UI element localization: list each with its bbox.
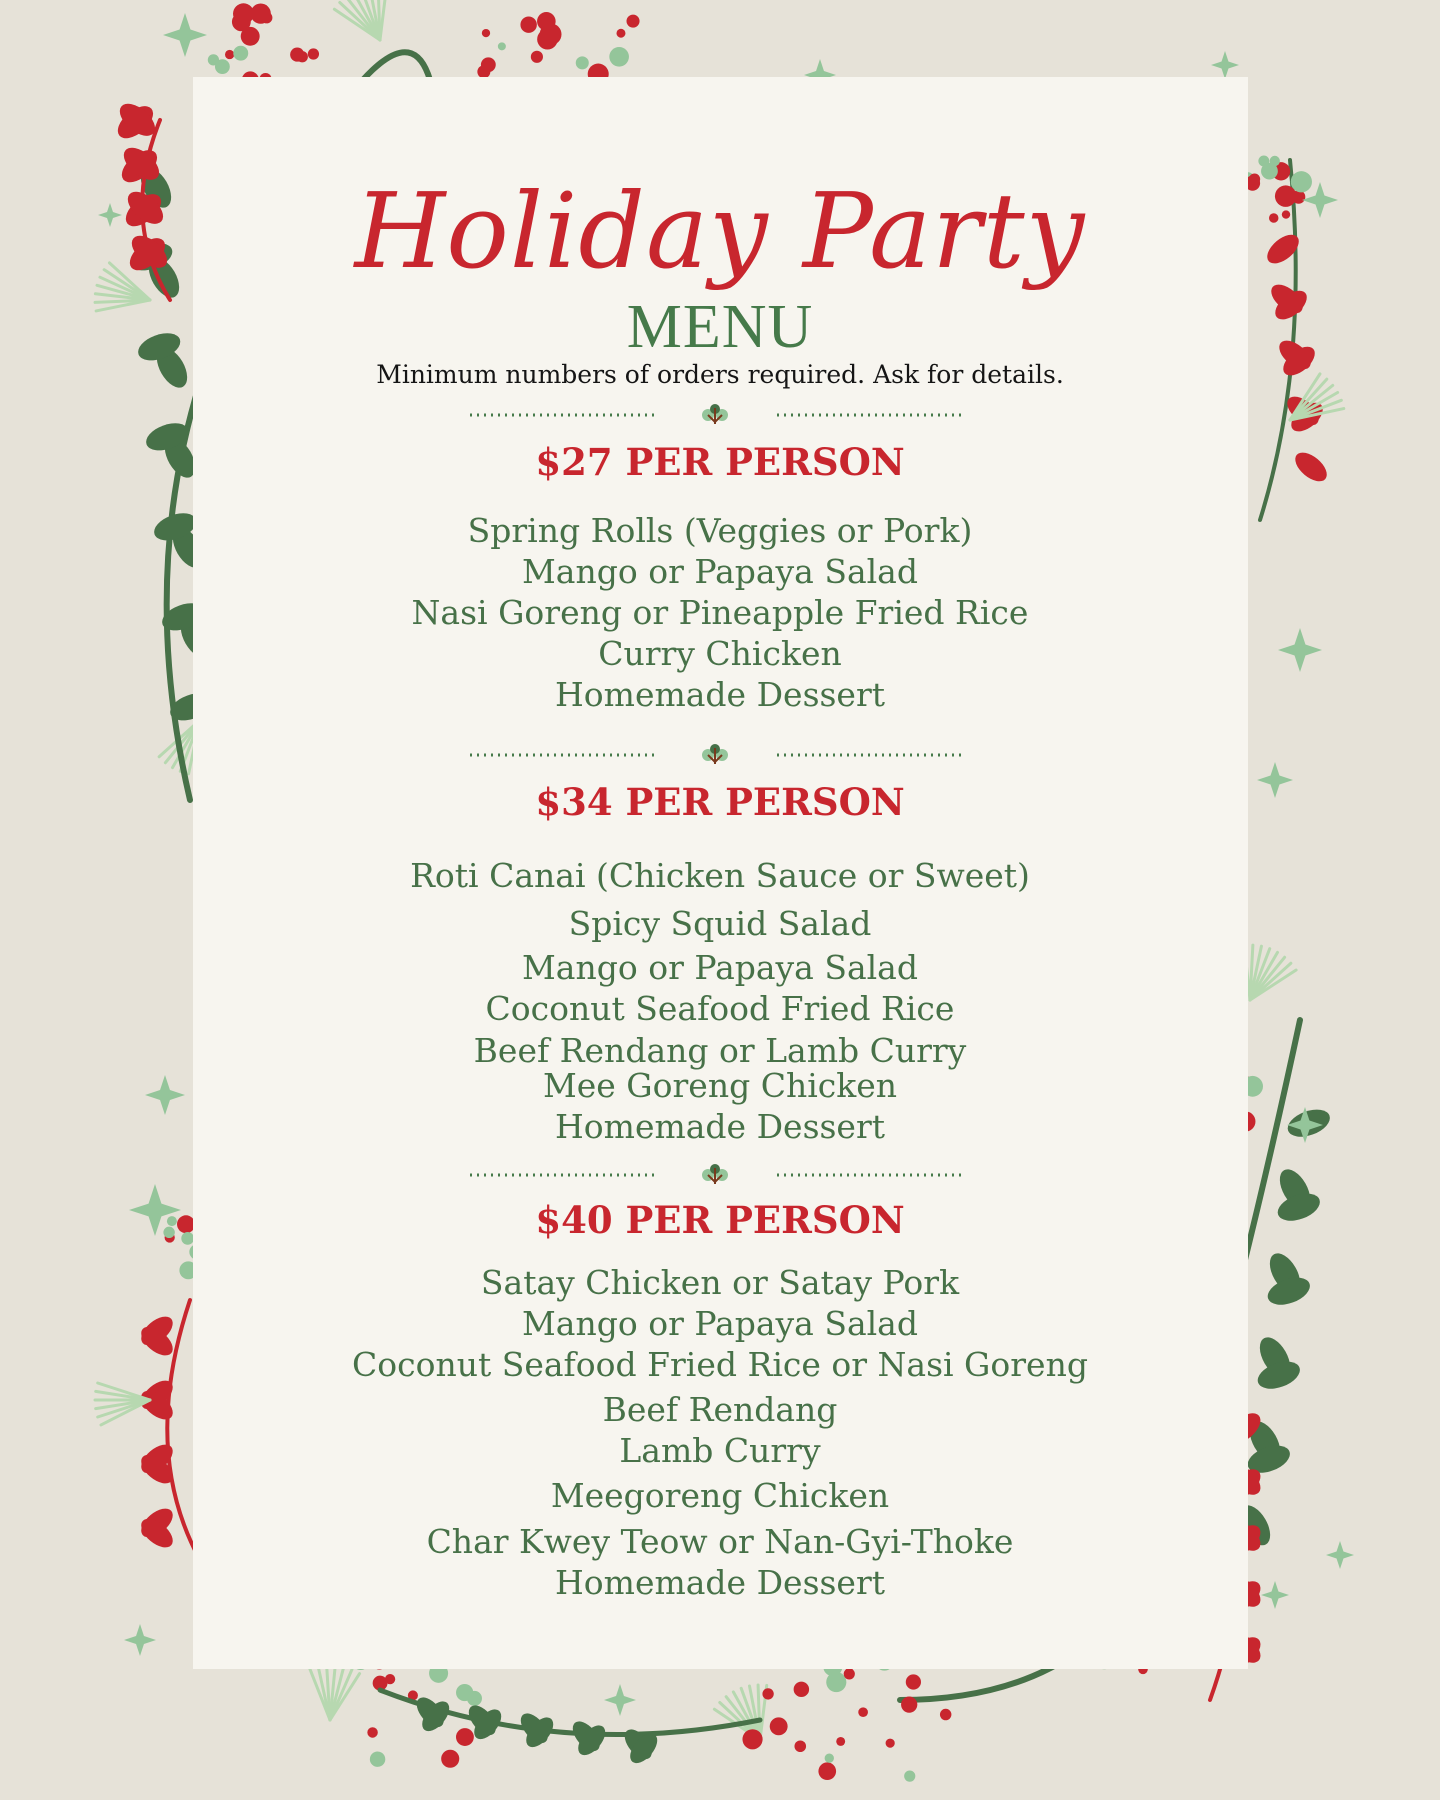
divider-3	[465, 1160, 965, 1190]
divider-2	[465, 740, 965, 770]
price-heading-27: $27 PER PERSON	[535, 440, 905, 484]
menu-item: Homemade Dessert	[555, 1563, 885, 1602]
menu-item: Roti Canai (Chicken Sauce or Sweet)	[410, 856, 1030, 895]
menu-item: Nasi Goreng or Pineapple Fried Rice	[411, 593, 1029, 632]
menu-heading: MENU	[626, 293, 814, 361]
order-minimum-note: Minimum numbers of orders required. Ask for details.	[376, 360, 1064, 389]
holiday-party-script-title: Holiday Party	[354, 170, 1086, 292]
menu-item: Beef Rendang or Lamb Curry	[473, 1031, 967, 1070]
menu-item: Mango or Papaya Salad	[522, 948, 918, 987]
menu-item: Homemade Dessert	[555, 675, 885, 714]
sprig-icon	[702, 404, 728, 424]
menu-item: Meegoreng Chicken	[550, 1476, 890, 1515]
divider-1	[465, 400, 965, 430]
menu-item: Coconut Seafood Fried Rice or Nasi Goreng	[352, 1345, 1088, 1384]
sprig-icon	[702, 1164, 728, 1184]
menu-item: Satay Chicken or Satay Pork	[480, 1263, 960, 1302]
menu-item: Lamb Curry	[619, 1431, 821, 1470]
menu-item: Mee Goreng Chicken	[542, 1066, 898, 1105]
menu-item: Homemade Dessert	[555, 1107, 885, 1146]
sprig-icon	[702, 744, 728, 764]
price-heading-40: $40 PER PERSON	[535, 1198, 905, 1242]
menu-item: Mango or Papaya Salad	[522, 552, 918, 591]
menu-item: Beef Rendang	[602, 1390, 838, 1429]
menu-item: Coconut Seafood Fried Rice	[485, 989, 955, 1028]
menu-item: Spring Rolls (Veggies or Pork)	[467, 511, 973, 550]
menu-item: Curry Chicken	[598, 634, 842, 673]
menu-item: Mango or Papaya Salad	[522, 1304, 918, 1343]
menu-item: Spicy Squid Salad	[568, 904, 872, 943]
menu-item: Char Kwey Teow or Nan-Gyi-Thoke	[426, 1522, 1014, 1561]
price-heading-34: $34 PER PERSON	[535, 780, 905, 824]
